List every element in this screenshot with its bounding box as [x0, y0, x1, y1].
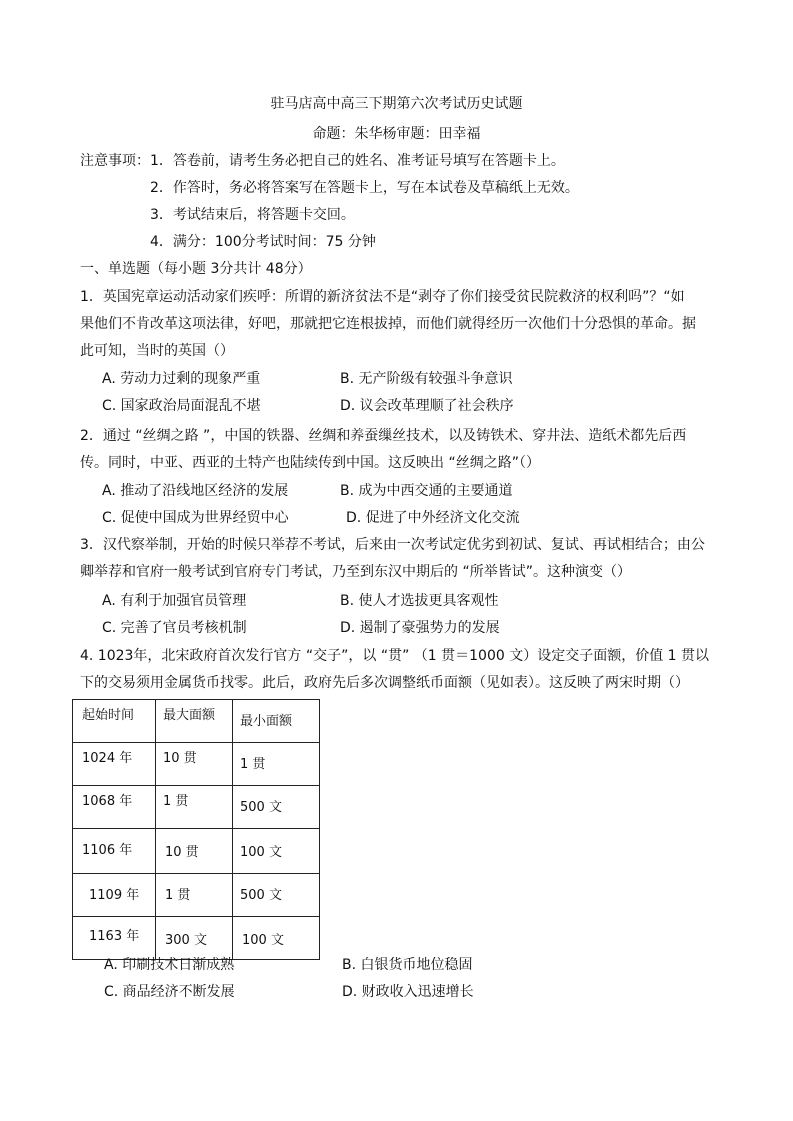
question-2-option-d: D. 促进了中外经济文化交流: [346, 510, 520, 526]
question-4-line-2: 下的交易须用金属货币找零。此后，政府先后多次调整纸币面额（见如表）。这反映了两宋时期（）: [80, 675, 689, 691]
question-4-option-c: C. 商品经济不断发展: [104, 984, 235, 1000]
question-4-option-a: A. 印刷技术日渐成熟: [104, 957, 235, 973]
table-row: [73, 829, 320, 874]
note-item-3: 3．考试结束后，将答题卡交回。: [150, 207, 355, 223]
table-cell: 1109 年: [73, 874, 156, 917]
question-4-option-b: B. 白银货币地位稳固: [342, 957, 473, 973]
table-header-cell: 最小面额: [233, 700, 320, 743]
question-4-option-d: D. 财政收入迅速增长: [342, 984, 474, 1000]
table-row: [73, 874, 320, 917]
question-1-option-b: B. 无产阶级有较强斗争意识: [340, 371, 513, 387]
question-1-line-2: 果他们不肯改革这项法律，好吧，那就把它连根拔掉，而他们就得经历一次他们十分恐惧的革命。据: [80, 316, 696, 332]
question-2-line-1: 2．通过 “丝绸之路 ”，中国的铁器、丝绸和养蚕缫丝技术，以及铸铁术、穿井法、造纸术都先后西: [80, 428, 687, 444]
section-heading: 一、单选题（每小题 3分共计 48分）: [80, 261, 312, 277]
note-item-4: 4．满分：100分考试时间：75 分钟: [150, 234, 376, 250]
question-2-option-b: B. 成为中西交通的主要通道: [340, 483, 513, 499]
table-cell: 100 文: [233, 829, 320, 874]
question-1-line-1: 1．英国宪章运动活动家们疾呼：所谓的新济贫法不是“剥夺了你们接受贫民院救济的权利吗”？“如: [80, 289, 685, 305]
table-cell: 500 文: [233, 786, 320, 829]
table-cell: 10 贯: [156, 829, 233, 874]
question-2-option-a: A. 推动了沿线地区经济的发展: [102, 483, 289, 499]
table-cell: 1024 年: [73, 743, 156, 786]
table-cell: 1 贯: [233, 743, 320, 786]
notes-lead: 注意事项：: [80, 153, 150, 169]
table-cell: 1 贯: [156, 874, 233, 917]
table-cell: 10 贯: [156, 743, 233, 786]
table-row: [73, 786, 320, 829]
table-cell: 1068 年: [73, 786, 156, 829]
question-3-line-2: 卿举荐和官府一般考试到官府专门考试，乃至到东汉中期后的 “所举皆试”。这种演变（）: [80, 564, 631, 580]
question-1-option-d: D. 议会改革理顺了社会秩序: [340, 398, 514, 414]
table-row: [73, 917, 320, 960]
table-cell: 1106 年: [73, 829, 156, 874]
table-cell: 300 文: [156, 917, 233, 960]
table-header-cell: 起始时间: [73, 700, 156, 743]
table-header-row: [73, 700, 320, 743]
question-3-option-d: D. 遏制了豪强势力的发展: [340, 620, 500, 636]
table-row: [73, 743, 320, 786]
note-item-1: 1．答卷前，请考生务必把自己的姓名、准考证号填写在答题卡上。: [150, 153, 565, 169]
table-cell: 1163 年: [73, 917, 156, 960]
table-header-cell: 最大面额: [156, 700, 233, 743]
question-3-option-a: A. 有利于加强官员管理: [102, 593, 247, 609]
question-1-line-3: 此可知，当时的英国（）: [80, 343, 234, 359]
question-1-option-c: C. 国家政治局面混乱不堪: [102, 398, 261, 414]
question-3-line-1: 3．汉代察举制，开始的时候只举荐不考试，后来由一次考试定优劣到初试、复试、再试相结合；由公: [80, 537, 705, 553]
question-2-line-2: 传。同时，中亚、西亚的土特产也陆续传到中国。这反映出 “丝绸之路”（）: [80, 455, 540, 471]
table-cell: 100 文: [233, 917, 320, 960]
question-2-option-c: C. 促使中国成为世界经贸中心: [102, 510, 289, 526]
table-cell: 500 文: [233, 874, 320, 917]
table-cell: 1 贯: [156, 786, 233, 829]
question-1-option-a: A. 劳动力过剩的现象严重: [102, 371, 261, 387]
exam-authors: 命题：朱华杨审题：田幸福: [312, 126, 481, 142]
note-item-2: 2．作答时，务必将答案写在答题卡上，写在本试卷及草稿纸上无效。: [150, 180, 579, 196]
question-4-line-1: 4. 1023年，北宋政府首次发行官方 “交子”，以 “贯” （1 贯＝1000 文）设定交子面额，价值 1 贯以: [80, 648, 710, 664]
denomination-table: [72, 699, 320, 960]
question-3-option-b: B. 使人才选拔更具客观性: [340, 593, 499, 609]
exam-title: 驻马店高中高三下期第六次考试历史试题: [270, 96, 523, 112]
question-3-option-c: C. 完善了官员考核机制: [102, 620, 247, 636]
